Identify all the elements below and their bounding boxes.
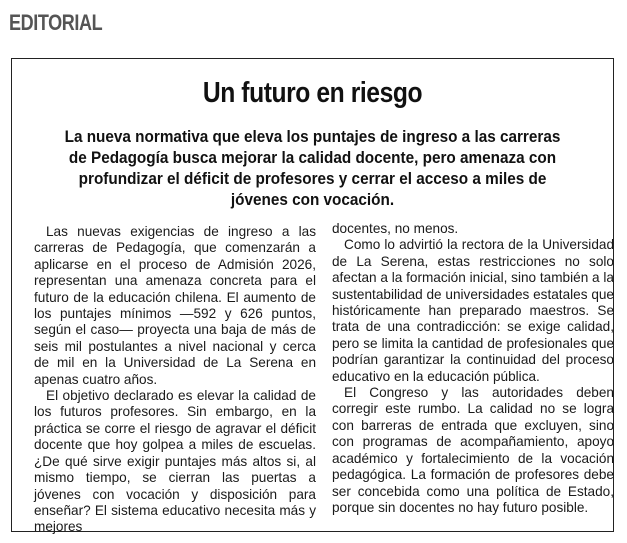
body-columns	[34, 221, 614, 535]
paragraph: Las nuevas exigencias de ingreso a las carreras de Pedagogía, que comenzarán a aplicarse en el proceso de Admisión 2026, representan una amenaza concreta para el futuro de la educación chilena. El aumento de los puntajes mínimos —592 y 626 puntos, según el caso— proyecta una baja de más de seis mil postulantes a nivel nacional y cerca de mil en la Universidad de La Serena en apenas cuatro años.	[34, 224, 316, 387]
headline: Un futuro en riesgo	[202, 77, 423, 109]
left-column	[34, 224, 316, 536]
editorial-box	[11, 58, 614, 535]
paragraph-continuation: docentes, no menos.	[332, 221, 459, 236]
paragraph: Como lo advirtió la rectora de la Universidad de La Serena, estas restricciones no solo afectan a la formación inicial, sino también a la sustentabilidad de universidades estatales que históricamente han preparado maestros. Se trata de una contradicción: se exige calidad, pero se limita la cantidad de profesionales que podrían garantizar la continuidad del proceso educativo en la educación pública.	[332, 237, 614, 384]
paragraph: El Congreso y las autoridades deben corregir este rumbo. La calidad no se logra con barreras de entrada que excluyen, sino con programas de acompañamiento, apoyo académico y fortalecimiento de la vocación pedagógica. La formación de profesores debe ser concebida como una política de Estado, porque sin docentes no hay futuro posible.	[332, 385, 614, 515]
section-label: EDITORIAL	[9, 10, 103, 35]
paragraph: El objetivo declarado es elevar la calidad de los futuros profesores. Sin embargo, en la práctica se corre el riesgo de agravar el déficit docente que hoy golpea a miles de escuelas. ¿De qué sirve exigir puntajes más altos si, al mismo tiempo, se cierran las puertas a jóvenes con vocación y disposición para enseñar? El sistema educativo necesita más y mejores	[34, 388, 316, 535]
deck: La nueva normativa que eleva los puntajes de ingreso a las carreras de Pedagogía busca mejorar la calidad docente, pero amenaza con profundizar el déficit de profesores y cerrar el acceso a miles de jóvenes con vocación.	[64, 127, 561, 209]
right-column	[332, 221, 614, 516]
